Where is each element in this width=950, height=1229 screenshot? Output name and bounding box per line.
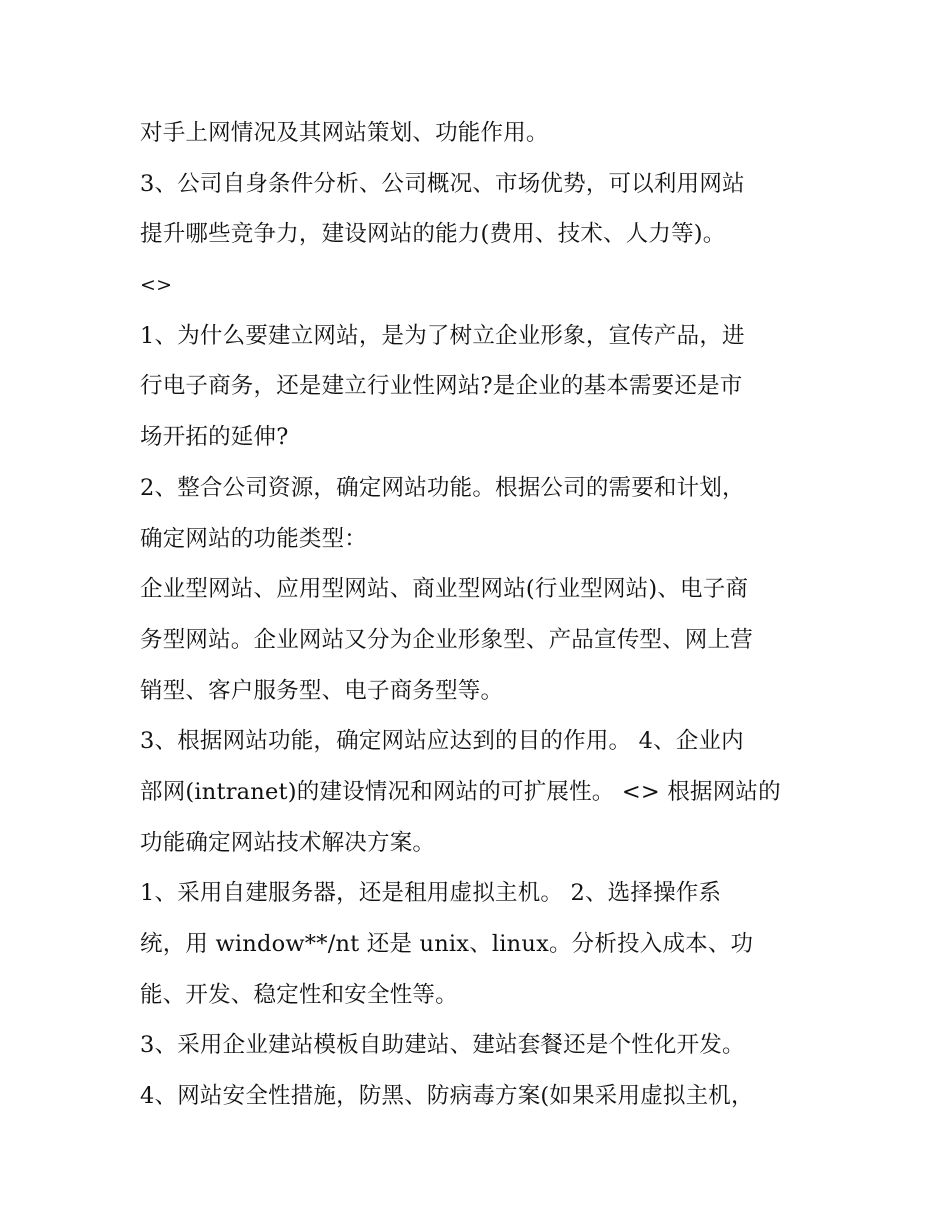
text-line: 1、为什么要建立网站，是为了树立企业形象，宣传产品，进 xyxy=(140,322,745,349)
text-line: 功能确定网站技术解决方案。 xyxy=(140,829,436,856)
text-line: <> xyxy=(140,274,173,297)
body-text xyxy=(140,108,820,1122)
text-line: 行电子商务，还是建立行业性网站?是企业的基本需要还是市 xyxy=(140,373,743,400)
text-line: 提升哪些竞争力，建设网站的能力(费用、技术、人力等)。 xyxy=(140,221,726,248)
text-line: 对手上网情况及其网站策划、功能作用。 xyxy=(140,120,549,146)
text-line: 部网(intranet)的建设情况和网站的可扩展性。 <> 根据网站的 xyxy=(140,778,781,805)
text-line: 务型网站。企业网站又分为企业形象型、产品宣传型、网上营 xyxy=(140,626,753,653)
text-line: 1、采用自建服务器，还是租用虚拟主机。 2、选择操作系 xyxy=(140,880,722,907)
text-line: 3、根据网站功能，确定网站应达到的目的作用。 4、企业内 xyxy=(140,728,744,755)
text-line: 统，用 window**/nt 还是 unix、linux。分析投入成本、功 xyxy=(140,931,754,957)
text-line: 企业型网站、应用型网站、商业型网站(行业型网站)、电子商 xyxy=(140,576,749,603)
text-line: 销型、客户服务型、电子商务型等。 xyxy=(140,677,504,704)
text-line: 3、公司自身条件分析、公司概况、市场优势，可以利用网站 xyxy=(140,170,745,197)
text-line: 2、整合公司资源，确定网站功能。根据公司的需要和计划， xyxy=(140,474,745,501)
text-line: 确定网站的功能类型： xyxy=(140,525,368,552)
text-line: 4、网站安全性措施，防黑、防病毒方案(如果采用虚拟主机， xyxy=(140,1083,754,1110)
text-line: 3、采用企业建站模板自助建站、建站套餐还是个性化开发。 xyxy=(140,1032,745,1059)
text-line: 场开拓的延伸? xyxy=(140,424,289,451)
text-line: 能、开发、稳定性和安全性等。 xyxy=(140,981,458,1008)
